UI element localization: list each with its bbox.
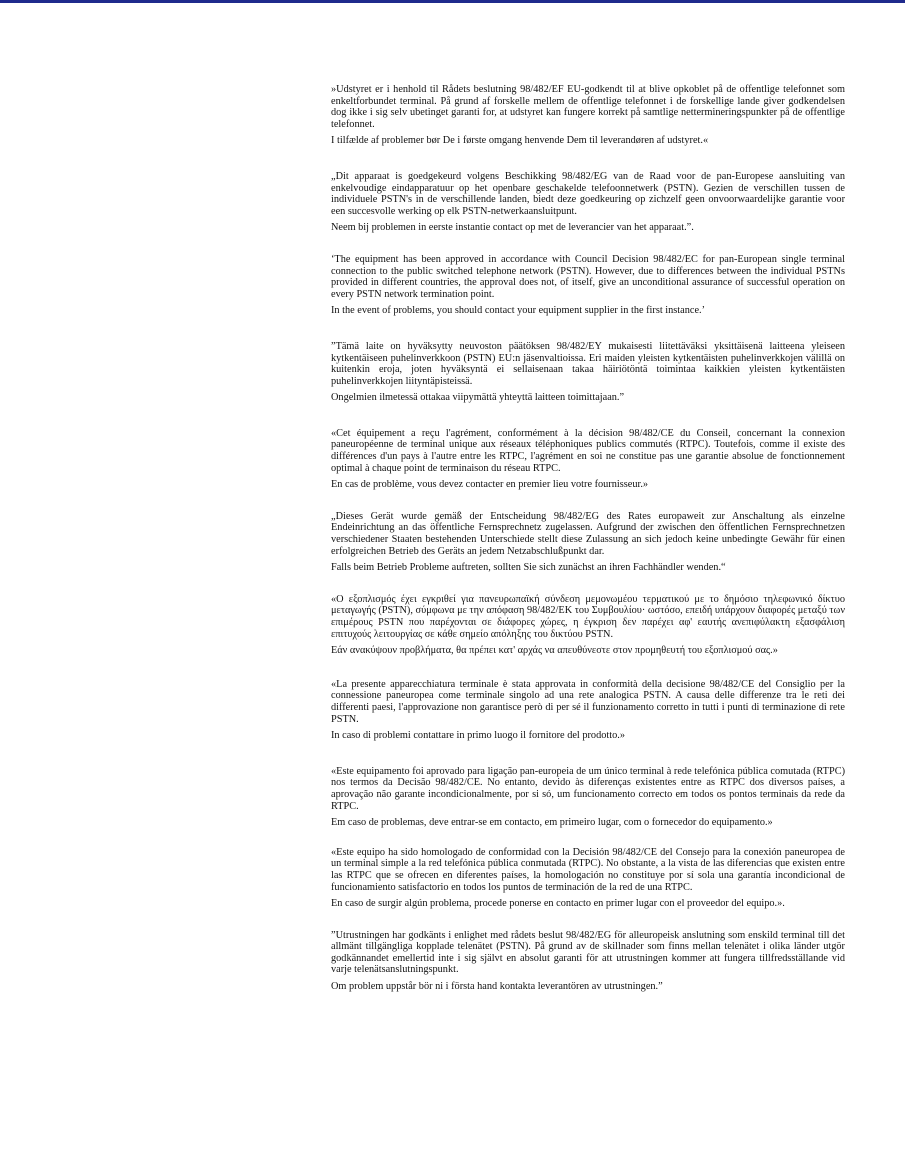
statement-fi — [331, 341, 845, 404]
statement-note: Falls beim Betrieb Probleme auftreten, sollten Sie sich zunächst an ihren Fachhändler wenden.“ — [331, 562, 726, 574]
statement-body: „Dit apparaat is goedgekeurd volgens Beschikking 98/482/EG van de Raad voor de pan-Europese aansluiting van enkelvoudige eindapparatuur op het openbare geschakelde telefoonnetwerk (PSTN). Gezien de verschillen tussen de individuele PSTN's in de verschillende landen, biedt deze goedkeuring op zichzelf geen onvoorwaardelijke garantie voor een succesvolle werking op elk PSTN-netwerkaansluitpunt. — [331, 170, 845, 217]
statement-body: ”Utrustningen har godkänts i enlighet med rådets beslut 98/482/EG för alleuropeisk anslutning som enskild terminal till det allmänt tillgängliga kopplade telenätet (PSTN). På grund av de skillnader som finns mellan telenätet i olika länder utgör godkännandet emellertid inte i sig självt en absolut garanti för att utrustningen kommer att fungera tillfredsställande vid varje telenätsanslutningspunkt. — [331, 929, 845, 976]
statement-en — [331, 254, 845, 317]
statement-note: Em caso de problemas, deve entrar-se em contacto, em primeiro lugar, com o fornecedor do equipamento.» — [331, 817, 773, 829]
statement-body: »Udstyret er i henhold til Rådets beslutning 98/482/EF EU-godkendt til at blive opkoblet på de offentlige telefonnet som enkeltforbundet terminal. På grund af forskelle mellem de offentlige telefonnet i de forskellige lande giver godkendelsen dog ikke i sig selv ubetinget garanti for, at udstyret kan fungere korrekt på samtlige nettermineringspunkter på de offentlige telefonnet. — [331, 84, 845, 130]
statement-body: ‘The equipment has been approved in accordance with Council Decision 98/482/EC for pan-European single terminal connection to the public switched telephone network (PSTN). However, due to differences between the individual PSTNs provided in different countries, the approval does not, of itself, give an unconditional assurance of successful operation on every PSTN network termination point. — [331, 253, 845, 300]
statement-note: Om problem uppstår bör ni i första hand kontakta leverantören av utrustningen.” — [331, 981, 663, 993]
statement-note: Εάν ανακύψουν προβλήματα, θα πρέπει κατ' αρχάς να απευθύνεστε στον προμηθευτή του εξοπλισμού σας.» — [331, 645, 778, 657]
statement-fr — [331, 428, 845, 491]
statement-body: «La presente apparecchiatura terminale è stata approvata in conformità della decisione 98/482/CE del Consiglio per la connessione paneuropea come terminale singolo ad una rete analogica PSTN. A causa delle differenze tra le reti dei differenti paesi, l'approvazione non garantisce però di per sé il funzionamento corretto in tutti i punti di terminazione di rete PSTN. — [331, 678, 845, 725]
statement-body: «Ο εξοπλισμός έχει εγκριθεί για πανευρωπαϊκή σύνδεση μεμονωμέου τερματικού με το δημόσιο τηλεφωνικό δίκτυο μεταγωγής (PSTN), σύμφωνα με την απόφαση 98/482/ΕΚ του Συμβουλίου· ωστόσο, επειδή υπάρχουν διαφορές μεταξύ των επιμέρους PSTN που παρέχονται σε διάφορες χώρες, η έγκριση δεν παρέχει αφ' εαυτής ανεπιφύλακτη εξασφάλιση επιτυχούς λειτουργίας σε κάθε σημείο απόληξης του δικτύου PSTN. — [331, 593, 845, 640]
statement-note: In caso di problemi contattare in primo luogo il fornitore del prodotto.» — [331, 730, 625, 742]
statement-note: I tilfælde af problemer bør De i første omgang henvende Dem til leverandøren af udstyret.« — [331, 135, 709, 147]
statement-note: In the event of problems, you should contact your equipment supplier in the first instance.’ — [331, 305, 706, 317]
statement-nl — [331, 171, 845, 234]
statement-el — [331, 594, 845, 657]
statement-body: „Dieses Gerät wurde gemäß der Entscheidung 98/482/EG des Rates europaweit zur Anschaltung als einzelne Endeinrichtung an das öffentliche Fernsprechnetz zugelassen. Aufgrund der zwischen den öffentlichen Fernsprechnetzen verschiedener Staaten bestehenden Unterschiede stellt diese Zulassung an sich jedoch keine unbedingte Gewähr für einen erfolgreichen Betrieb des Geräts an jedem Netzabschlußpunkt dar. — [331, 510, 845, 557]
statement-de — [331, 511, 845, 574]
statement-note: En cas de problème, vous devez contacter en premier lieu votre fournisseur.» — [331, 479, 649, 491]
statement-pt — [331, 766, 845, 829]
approval-statements — [331, 84, 845, 993]
statement-body: «Este equipo ha sido homologado de conformidad con la Decisión 98/482/CE del Consejo para la conexión paneuropea de un terminal simple a la red telefónica pública conmutada (RTPC). No obstante, a la vista de las diferencias que existen entre las RTPC que se ofrecen en diferentes países, la homologación no constituye por sí sola una garantía incondicional de funcionamiento satisfactorio en todos los puntos de terminación de la red de una RTPC. — [331, 846, 845, 893]
statement-body: «Cet équipement a reçu l'agrément, conformément à la décision 98/482/CE du Conseil, concernant la connexion paneuropéenne de terminal unique aux réseaux téléphoniques publics commutés (RTPC). Toutefois, comme il existe des différences d'un pays à l'autre entre les RTPC, l'agrément en soi ne constitue pas une garantie absolue de fonctionnement optimal à chaque point de terminaison du réseau RTPC. — [331, 427, 845, 474]
statement-body: ”Tämä laite on hyväksytty neuvoston päätöksen 98/482/EY mukaisesti liitettäväksi yksittäisenä laitteena yleiseen kytkentäiseen puhelinverkkoon (PSTN) EU:n jäsenvaltioissa. Eri maiden yleisten kytkentäisten puhelinverkkojen välillä on kuitenkin eroja, joten hyväksyntä ei sellaisenaan takaa häiriötöntä toimintaa kaikkien yleisten kytkentäisten puhelinverkkojen liityntäpisteissä. — [331, 340, 845, 387]
statement-body: «Este equipamento foi aprovado para ligação pan-europeia de um único terminal à rede telefónica pública comutada (RTPC) nos termos da Decisão 98/482/CE. No entanto, devido às diferenças existentes entre as RTPC dos diversos países, a aprovação não garante incondicionalmente, por si só, um funcionamento correcto em todos os pontos terminais da rede da RTPC. — [331, 765, 845, 812]
statement-sv — [331, 930, 845, 993]
statement-note: En caso de surgir algún problema, procede ponerse en contacto en primer lugar con el proveedor del equipo.». — [331, 898, 785, 910]
statement-da — [331, 84, 845, 147]
statement-it — [331, 679, 845, 742]
top-rule — [0, 0, 905, 3]
statement-es — [331, 847, 845, 910]
statement-note: Neem bij problemen in eerste instantie contact op met de leverancier van het apparaat.”. — [331, 222, 694, 234]
statement-note: Ongelmien ilmetessä ottakaa viipymättä yhteyttä laitteen toimittajaan.” — [331, 392, 625, 404]
